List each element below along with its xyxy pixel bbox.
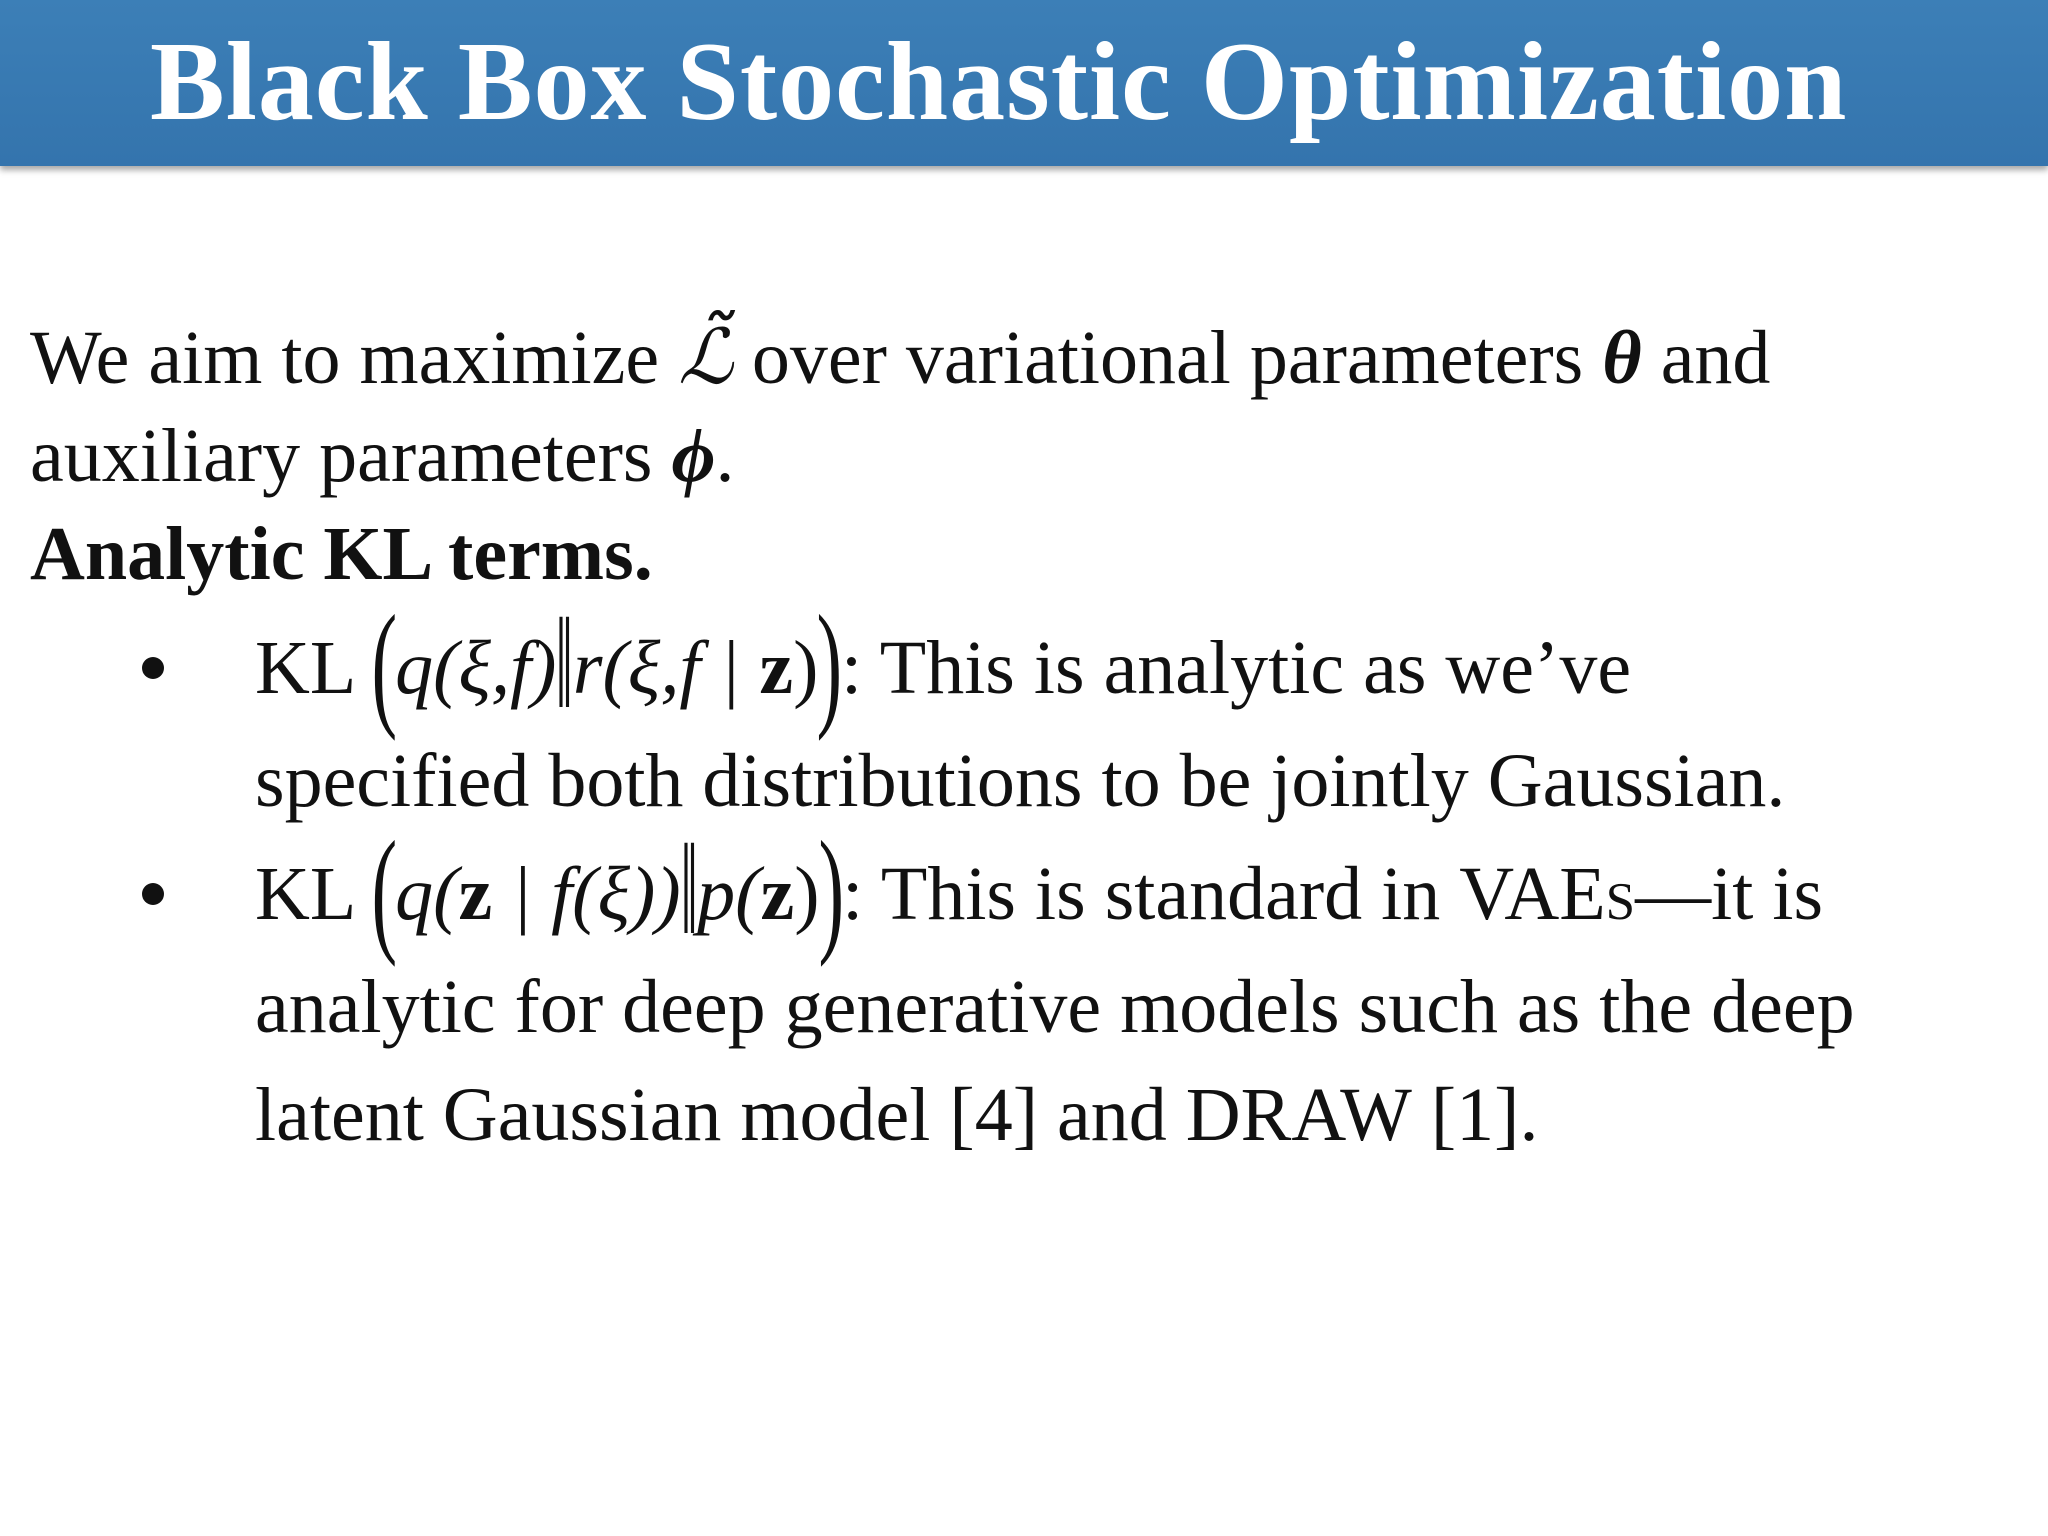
kl-right-argument-post: ) <box>793 626 819 710</box>
bullet-text-line1b: —it is <box>1635 852 1824 936</box>
title-bar <box>0 0 2048 166</box>
kl-colon: : <box>841 626 880 710</box>
kl-separator: ‖ <box>555 592 574 736</box>
bullet-text-line1a: This is standard in <box>880 852 1460 936</box>
intro-text-2: over variational parameters <box>732 316 1603 400</box>
kl-right-argument-pre: p( <box>697 852 761 936</box>
kl-colon: : <box>842 852 881 936</box>
open-paren: ( <box>370 813 397 968</box>
draw-smallcaps: DRAW <box>1185 1073 1412 1157</box>
theta-symbol: θ <box>1602 316 1642 400</box>
kl-operator: KL <box>255 852 354 936</box>
phi-symbol: ϕ <box>671 414 716 498</box>
open-paren: ( <box>370 587 397 742</box>
kl-right-argument-pre: r(ξ,f | <box>572 626 760 710</box>
intro-text-4: . <box>715 414 735 498</box>
intro-text-1: We aim to maximize <box>30 316 679 400</box>
bullet-text-line3 <box>255 1061 2020 1169</box>
close-paren: ) <box>818 813 844 968</box>
bullet-icon <box>142 657 164 679</box>
bullet-text-line3b: [1]. <box>1411 1073 1539 1157</box>
bullet-text-line2: analytic for deep generative models such as the deep <box>255 965 1855 1049</box>
z-bold: z <box>760 852 795 936</box>
bullet-text-line3a: latent Gaussian model [4] and <box>255 1073 1186 1157</box>
kl-left-argument-pre: q( <box>395 852 459 936</box>
z-bold: z <box>458 852 493 936</box>
objective-symbol: ℒ̃ <box>678 312 733 401</box>
bullet-item-kl-vae <box>30 813 2020 1169</box>
intro-text-3: and auxiliary parameters <box>30 316 1771 498</box>
intro-paragraph <box>30 308 2020 505</box>
section-heading: Analytic KL terms. <box>30 512 653 596</box>
kl-separator: ‖ <box>679 818 699 962</box>
bullet-text-line1: This is analytic as we’ve <box>879 626 1632 710</box>
bullet-text-line2: specified both distributions to be jointly Gaussian. <box>255 739 1786 823</box>
slide-content <box>30 308 2020 1169</box>
bullet-item-kl-joint <box>30 587 2020 835</box>
vaes-smallcaps: VAEs <box>1459 852 1636 936</box>
kl-left-argument-post: | f(ξ)) <box>492 852 681 936</box>
bullet-icon <box>142 883 164 905</box>
kl-right-argument-post: ) <box>794 852 820 936</box>
z-bold: z <box>759 626 794 710</box>
slide-title: Black Box Stochastic Optimization <box>150 20 1848 144</box>
kl-operator: KL <box>255 626 354 710</box>
close-paren: ) <box>816 587 843 742</box>
bullet-list <box>30 587 2020 1169</box>
kl-left-argument: q(ξ,f) <box>395 626 557 710</box>
